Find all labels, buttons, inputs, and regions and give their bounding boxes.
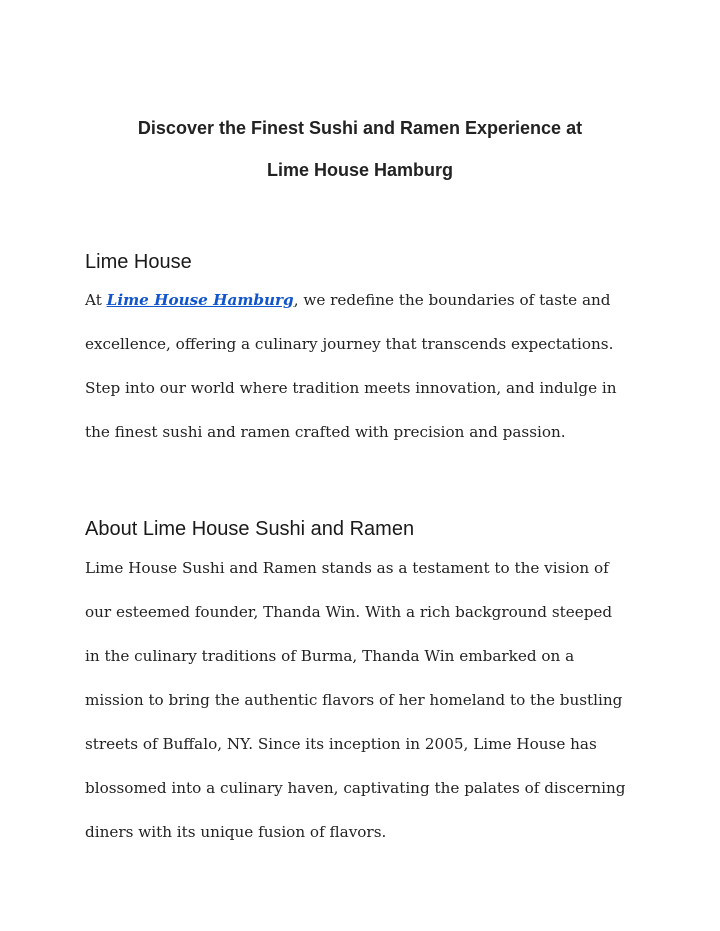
page-title-line-1: Discover the Finest Sushi and Ramen Experience at [137, 118, 583, 138]
paragraph-line: mission to bring the authentic flavors of her homeland to the bustling [85, 691, 623, 709]
lime-house-hamburg-link[interactable]: Lime House Hamburg [106, 291, 294, 309]
text-suffix: , we redefine the boundaries of taste and [293, 291, 611, 309]
section-paragraph-about [85, 546, 645, 854]
section-heading-lime-house: Lime House [85, 251, 192, 273]
paragraph-line: diners with its unique fusion of flavors. [85, 823, 387, 841]
paragraph-line: the finest sushi and ramen crafted with precision and passion. [85, 423, 566, 441]
section-paragraph-lime-house [85, 278, 645, 454]
paragraph-line: blossomed into a culinary haven, captivating the palates of discerning [85, 779, 626, 797]
text-prefix: At [85, 291, 107, 309]
paragraph-line: excellence, offering a culinary journey that transcends expectations. [85, 335, 614, 353]
paragraph-line: Step into our world where tradition meets innovation, and indulge in [85, 379, 617, 397]
paragraph-line: our esteemed founder, Thanda Win. With a rich background steeped [85, 603, 613, 621]
page-title-line-2: Lime House Hamburg [266, 160, 454, 180]
paragraph-line [85, 278, 645, 322]
paragraph-line: in the culinary traditions of Burma, Thanda Win embarked on a [85, 647, 575, 665]
paragraph-line: streets of Buffalo, NY. Since its inception in 2005, Lime House has [85, 735, 597, 753]
paragraph-line: Lime House Sushi and Ramen stands as a testament to the vision of [85, 559, 609, 577]
section-heading-about: About Lime House Sushi and Ramen [85, 518, 415, 540]
